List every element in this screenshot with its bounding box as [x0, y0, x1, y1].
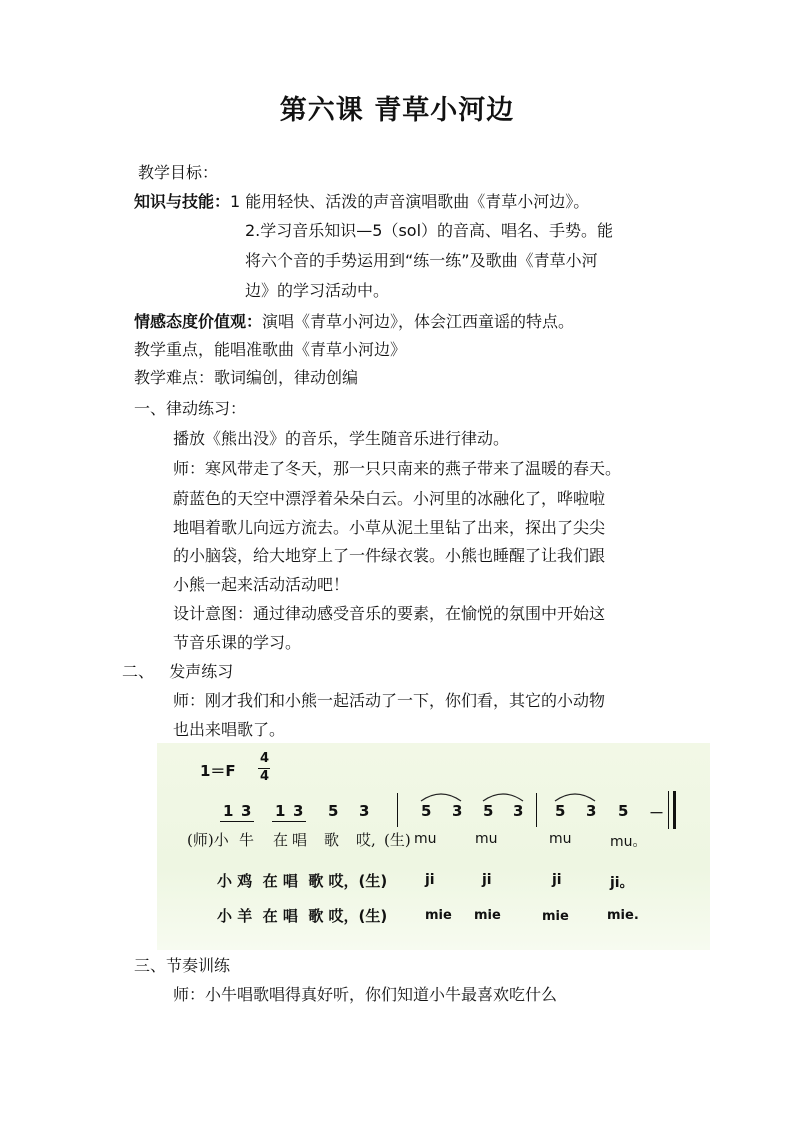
- lyric: 在: [273, 831, 289, 849]
- syllable: ji。: [610, 875, 634, 891]
- note: 3: [586, 802, 597, 820]
- syllable: mie: [474, 908, 501, 923]
- syllable: mu: [414, 831, 437, 847]
- slur: [553, 789, 597, 803]
- section1-p3-line: 设计意图：通过律动感受音乐的要素，在愉悦的氛围中开始这: [173, 604, 606, 623]
- syllable: ji: [552, 872, 562, 888]
- note: 3: [241, 802, 252, 820]
- section1-p2-line: 师：寒风带走了冬天，那一只只南来的燕子带来了温暖的春天。: [173, 459, 622, 478]
- note: －: [649, 804, 665, 822]
- key-signature: 1＝F: [200, 762, 236, 780]
- section3-heading: 三、节奏训练: [134, 956, 231, 975]
- syllable: mu: [475, 831, 498, 847]
- note: 5: [618, 802, 629, 820]
- student-label: (生): [384, 831, 411, 849]
- syllable: mie.: [607, 908, 639, 923]
- emotion-line: 情感态度价值观：演唱《青草小河边》，体会江西童谣的特点。: [134, 312, 575, 331]
- section2-heading: 二、 发声练习: [122, 662, 234, 681]
- note: 3: [513, 802, 524, 820]
- note: 5: [328, 802, 339, 820]
- note: 3: [452, 802, 463, 820]
- section1-p2-line: 地唱着歌儿向远方流去。小草从泥土里钻了出来，探出了尖尖: [173, 518, 606, 537]
- teacher-label: (师)小: [187, 831, 229, 849]
- note: 3: [359, 802, 370, 820]
- lyric: 牛: [239, 831, 255, 849]
- chick-lyrics: 小 鸡 在 唱 歌 哎，(生): [217, 872, 388, 890]
- knowledge-item2-line3: 边》的学习活动中。: [245, 281, 390, 300]
- note: 5: [421, 802, 432, 820]
- note: 3: [293, 802, 304, 820]
- emotion-label: 情感态度价值观：: [134, 312, 263, 331]
- section1-p2-line: 的小脑袋，给大地穿上了一件绿衣裳。小熊也睡醒了让我们跟: [173, 546, 606, 565]
- syllable: mie: [425, 908, 452, 923]
- knowledge-item2-line2: 将六个音的手势运用到“练一练”及歌曲《青草小河: [245, 251, 598, 270]
- lyric: 哎,: [356, 831, 376, 849]
- time-signature-top: 4: [260, 751, 270, 766]
- syllable: ji: [482, 872, 492, 888]
- slur: [481, 789, 525, 803]
- note: 5: [555, 802, 566, 820]
- lamb-lyrics: 小 羊 在 唱 歌 哎，(生): [217, 907, 388, 925]
- objectives-label: 教学目标：: [138, 163, 219, 182]
- section1-heading: 一、律动练习：: [134, 399, 247, 418]
- section1-p2-line: 小熊一起来活动活动吧！: [173, 575, 350, 594]
- difficulty: 教学难点：歌词编创，律动创编: [134, 368, 359, 387]
- syllable: ji: [425, 872, 435, 888]
- music-score: [157, 743, 710, 950]
- knowledge-item2-line1: 2.学习音乐知识—5（sol）的音高、唱名、手势。能: [245, 221, 614, 240]
- key-point: 教学重点，能唱准歌曲《青草小河边》: [134, 340, 407, 359]
- syllable: mu: [549, 831, 572, 847]
- time-signature-bottom: 4: [260, 769, 270, 784]
- section1-p3-line: 节音乐课的学习。: [173, 633, 302, 652]
- knowledge-label: 知识与技能：: [134, 192, 231, 211]
- lyric: 唱: [292, 831, 308, 849]
- section1-p1: 播放《熊出没》的音乐，学生随音乐进行律动。: [173, 429, 510, 448]
- lyric: 歌: [324, 831, 340, 849]
- section2-p-line: 也出来唱歌了。: [173, 720, 286, 739]
- section1-p2-line: 蔚蓝色的天空中漂浮着朵朵白云。小河里的冰融化了，哗啦啦: [173, 489, 606, 508]
- syllable: mu。: [610, 834, 647, 850]
- note: 1: [275, 802, 286, 820]
- knowledge-item1: 知识与技能：1 能用轻快、活泼的声音演唱歌曲《青草小河边》。: [134, 192, 590, 211]
- section2-p-line: 师：刚才我们和小熊一起活动了一下，你们看，其它的小动物: [173, 691, 606, 710]
- section3-p: 师：小牛唱歌唱得真好听，你们知道小牛最喜欢吃什么: [173, 985, 558, 1004]
- page-title: 第六课 青草小河边: [279, 95, 515, 126]
- note: 1: [223, 802, 234, 820]
- syllable: mie: [542, 909, 569, 924]
- slur: [419, 789, 463, 803]
- note: 5: [483, 802, 494, 820]
